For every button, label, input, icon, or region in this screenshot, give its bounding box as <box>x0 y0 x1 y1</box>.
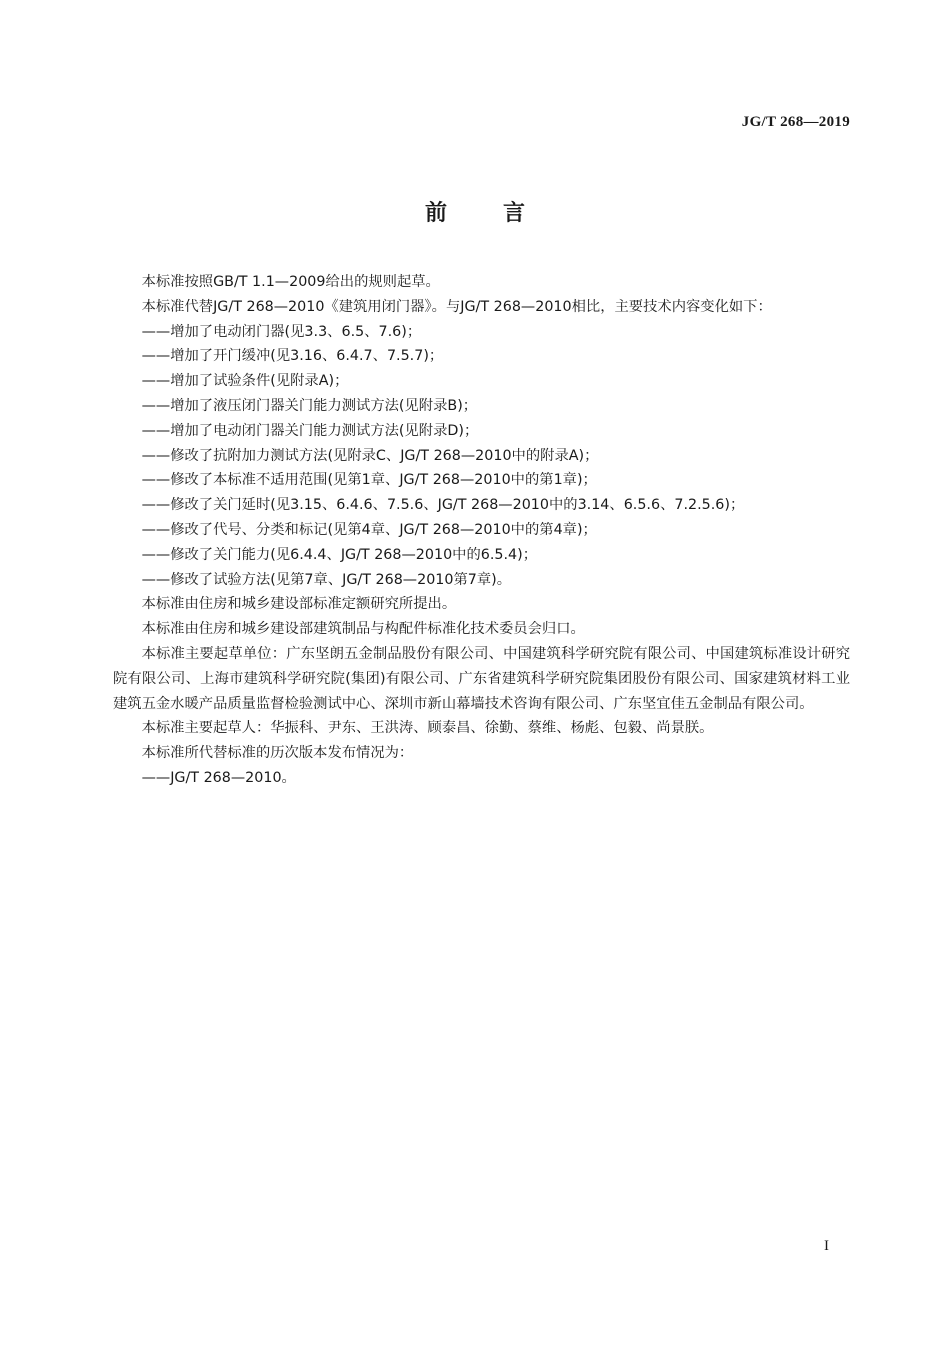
list-item: ——增加了试验条件(见附录A)； <box>141 373 349 390</box>
paragraph-drafters: 本标准主要起草人：华振科、尹东、王洪涛、顾泰昌、徐勤、蔡维、杨彪、包毅、尚景朕。 <box>141 720 714 737</box>
standard-code-header: JG/T 268—2019 <box>741 114 850 130</box>
page-title: 前言 <box>424 201 581 226</box>
list-item: ——修改了本标准不适用范围(见第1章、JG/T 268—2010中的第1章)； <box>141 472 597 489</box>
paragraph-under-jurisdiction: 本标准由住房和城乡建设部建筑制品与构配件标准化技术委员会归口。 <box>141 621 585 638</box>
paragraph-replaces: 本标准代替JG/T 268—2010《建筑用闭门器》。与JG/T 268—2010相比，主要技术内容变化如下： <box>141 298 772 315</box>
paragraph-proposed-by: 本标准由住房和城乡建设部标准定额研究所提出。 <box>141 596 457 613</box>
list-item: ——增加了开门缓冲(见3.16、6.4.7、7.5.7)； <box>141 348 444 365</box>
list-item: ——修改了抗附加力测试方法(见附录C、JG/T 268—2010中的附录A)； <box>141 447 599 464</box>
foreword-body <box>113 270 850 791</box>
paragraph-drafting-units: 本标准主要起草单位：广东坚朗五金制品股份有限公司、中国建筑科学研究院有限公司、中国建筑标准设计研究院有限公司、上海市建筑科学研究院(集团)有限公司、广东省建筑科学研究院集团股份有限公司、国家建筑材料工业建筑五金水暖产品质量监督检验测试中心、深圳市新山幕墙技术咨询有限公司、广东坚宜佳五金制品有限公司。 <box>113 645 850 712</box>
paragraph-drafting-rules: 本标准按照GB/T 1.1—2009给出的规则起草。 <box>141 274 440 290</box>
list-item: ——增加了电动闭门器关门能力测试方法(见附录D)； <box>141 422 479 439</box>
list-item: ——增加了液压闭门器关门能力测试方法(见附录B)； <box>141 397 478 414</box>
list-item: ——增加了电动闭门器(见3.3、6.5、7.6)； <box>141 323 422 340</box>
paragraph-history-intro: 本标准所代替标准的历次版本发布情况为： <box>141 745 414 762</box>
list-item: ——修改了关门延时(见3.15、6.4.6、7.5.6、JG/T 268—2010中的3.14、6.5.6、7.2.5.6)； <box>141 497 745 514</box>
list-item: ——修改了关门能力(见6.4.4、JG/T 268—2010中的6.5.4)； <box>141 546 538 563</box>
list-item: ——修改了试验方法(见第7章、JG/T 268—2010第7章)。 <box>141 571 512 588</box>
list-item: ——修改了代号、分类和标记(见第4章、JG/T 268—2010中的第4章)； <box>141 521 597 538</box>
changes-list <box>113 320 850 593</box>
paragraph-history-item: ——JG/T 268—2010。 <box>141 769 296 786</box>
page-number: I <box>824 1238 829 1254</box>
